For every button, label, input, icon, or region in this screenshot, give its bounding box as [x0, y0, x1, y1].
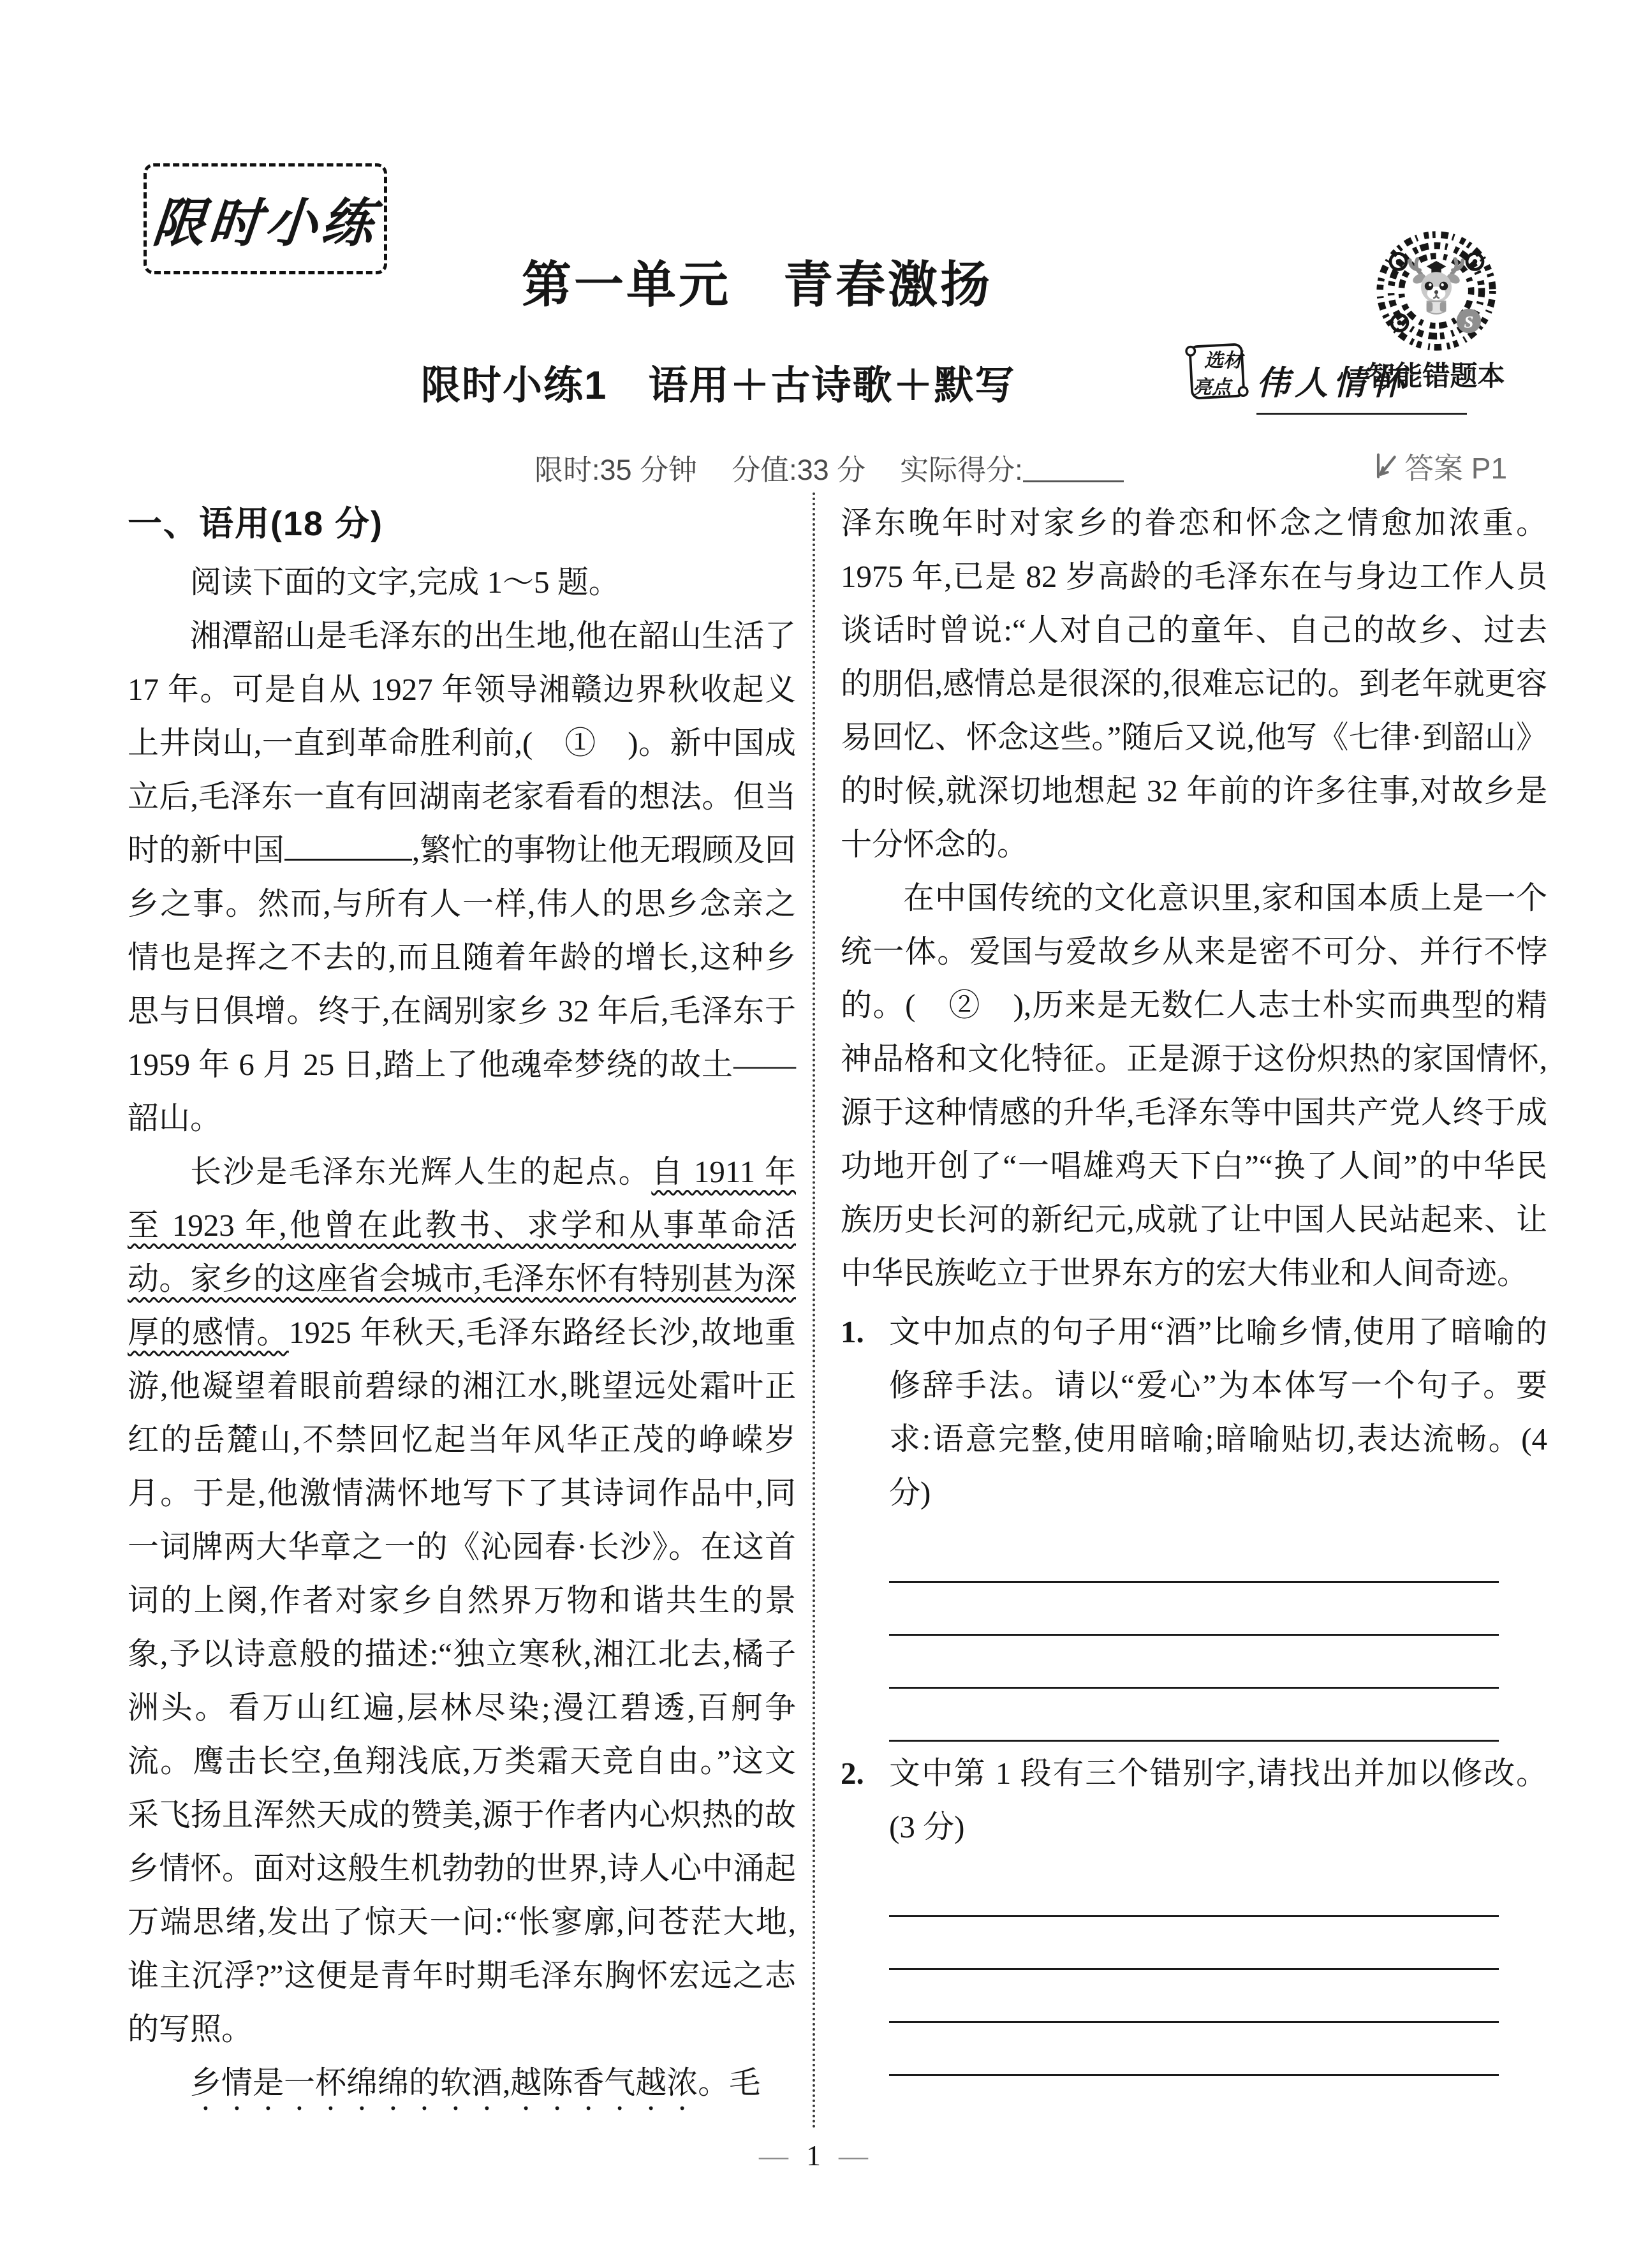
inline-blank: [284, 852, 412, 861]
answer-line: [889, 1917, 1499, 1970]
question-1-text: 文中加点的句子用“酒”比喻乡情,使用了暗喻的修辞手法。请以“爱心”为本体写一个句子。要求:语意完整,使用暗喻;暗喻贴切,表达流畅。(4 分): [889, 1314, 1547, 1510]
footer-dash-left: —: [759, 2139, 788, 2172]
question-1-body: [889, 1305, 1547, 1742]
qr-code: [1375, 230, 1498, 352]
answer-line: [889, 2023, 1499, 2076]
p2-text-a: 长沙是毛泽东光辉人生的起点。: [190, 1154, 652, 1189]
practice-title: 限时小练1 语用＋古诗歌＋默写: [421, 364, 1016, 408]
answer-arrow-icon: [1371, 452, 1399, 480]
column-divider: [813, 493, 815, 2130]
passage-paragraph-3-left: [128, 2056, 796, 2117]
answer-line: [889, 1636, 1499, 1689]
answer-line: [889, 1583, 1499, 1636]
qr-code-icon: [1375, 230, 1498, 352]
p1-text-a: 湘潭韶山是毛泽东的出生地,他在韶山生活了 17 年。可是自从 1927 年领导湘赣边界秋收起义上井岗山,一直到革命胜利前,( ① )。新中国成立后,毛泽东一直有回湖南老家看看的想法。但当时的新中国: [128, 618, 796, 868]
badge-scroll-line-2: 亮点: [1193, 377, 1231, 398]
passage-paragraph-2: [128, 1145, 796, 2056]
question-2-body: [889, 1747, 1547, 2076]
badge-scroll-line-1: 选材: [1204, 350, 1242, 371]
question-2-number: 2.: [841, 1756, 864, 1791]
footer-dash-right: —: [839, 2139, 868, 2172]
page-footer: [0, 2138, 1627, 2172]
p2-text-b: 1925 年秋天,毛泽东路经长沙,故地重游,他凝望着眼前碧绿的湘江水,眺望远处霜叶正红的岳麓山,不禁回忆起当年风华正茂的峥嵘岁月。于是,他激情满怀地写下了其诗词作品中,同一词牌两大华章之一的《沁园春·长沙》。在这首词的上阕,作者对家乡自然界万物和谐共生的景象,予以诗意般的描述:“独立寒秋,湘江北去,橘子洲头。看万山红遍,层林尽染;漫江碧透,百舸争流。鹰击长空,鱼翔浅底,万类霜天竞自由。”这文采飞扬且浑然天成的赞美,源于作者内心炽热的故乡情怀。面对这般生机勃勃的世界,诗人心中涌起万端思绪,发出了惊天一问:“怅寥廓,问苍茫大地,谁主沉浮?”这便是青年时期毛泽东胸怀宏远之志的写照。: [128, 1315, 796, 2047]
question-2: [841, 1747, 1547, 2076]
passage-intro: 阅读下面的文字,完成 1～5 题。: [190, 565, 620, 600]
actual-score: [900, 447, 1124, 488]
actual-score-blank: [1023, 475, 1124, 482]
question-1: [841, 1305, 1547, 1742]
total-score: 分值:33 分: [732, 454, 866, 486]
highlight-badge: [1182, 339, 1482, 422]
right-column: [841, 496, 1547, 2076]
p3-emphasized-b: 越陈香气越浓: [510, 2065, 698, 2100]
p2-wavy-underline-text: 自 1911 年至 1923 年,他曾在此教书、求学和从事革命活动。家乡的这座省会城市,毛泽东怀有特别甚为深厚的感情。: [128, 1154, 796, 1350]
p3-punct-b: 。: [698, 2065, 730, 2100]
qr-badge-letter: S: [1464, 312, 1474, 332]
time-limit: 限时:35 分钟: [534, 454, 698, 486]
logo-badge: [144, 163, 387, 274]
page-number: 1: [806, 2139, 821, 2172]
answer-line: [889, 1864, 1499, 1917]
qr-label: 智能错题本: [1367, 361, 1505, 392]
p3-left-tail: 毛: [729, 2065, 761, 2100]
p3-punct-a: ,: [503, 2065, 511, 2100]
passage-paragraph-4: 在中国传统的文化意识里,家和国本质上是一个统一体。爱国与爱故乡从来是密不可分、并行不悖的。( ② ),历来是无数仁人志士朴实而典型的精神品格和文化特征。正是源于这份炽热的家国情怀,源于这种情感的升华,毛泽东等中国共产党人终于成功地开创了“一唱雄鸡天下白”“换了人间”的中华民族历史长河的新纪元,成就了让中国人民站起来、让中华民族屹立于世界东方的宏大伟业和人间奇迹。: [841, 880, 1547, 1291]
p1-text-b: ,繁忙的事物让他无瑕顾及回乡之事。然而,与所有人一样,伟人的思乡念亲之情也是挥之不去的,而且随着年龄的增长,这种乡思与日俱增。终于,在阔别家乡 32 年后,毛泽东于 1959 年 6 月 25 日,踏上了他魂牵梦绕的故土——韶山。: [128, 833, 796, 1136]
answer-line: [889, 1530, 1499, 1583]
logo-text: 限时小练: [150, 194, 380, 253]
meta-row: [534, 447, 1124, 488]
question-2-text: 文中第 1 段有三个错别字,请找出并加以修改。(3 分): [889, 1756, 1547, 1844]
p3-emphasized-a: 乡情是一杯绵绵的软酒: [190, 2065, 503, 2100]
answer-line: [889, 1970, 1499, 2023]
unit-title: 第一单元 青春激扬: [522, 256, 993, 313]
section-heading: 一、语用(18 分): [128, 505, 384, 543]
passage-paragraph-3-right: 泽东晚年时对家乡的眷恋和怀念之情愈加浓重。1975 年,已是 82 岁高龄的毛泽东在与身边工作人员谈话时曾说:“人对自己的童年、自己的故乡、过去的朋侣,感情总是很深的,很难忘记的。到老年就更容易回忆、怀念这些。”随后又说,他写《七律·到韶山》的时候,就深切地想起 32 年前的许多往事,对故乡是十分怀念的。: [841, 505, 1547, 862]
passage-paragraph-1: [128, 609, 796, 1145]
question-1-number: 1.: [841, 1314, 864, 1349]
answer-reference: [1371, 445, 1507, 487]
left-column: [128, 496, 796, 2117]
actual-score-label: 实际得分:: [900, 454, 1023, 486]
answer-line: [889, 1689, 1499, 1742]
badge-theme: 伟人情怀: [1256, 356, 1467, 415]
answer-ref-text: 答案 P1: [1404, 452, 1508, 485]
